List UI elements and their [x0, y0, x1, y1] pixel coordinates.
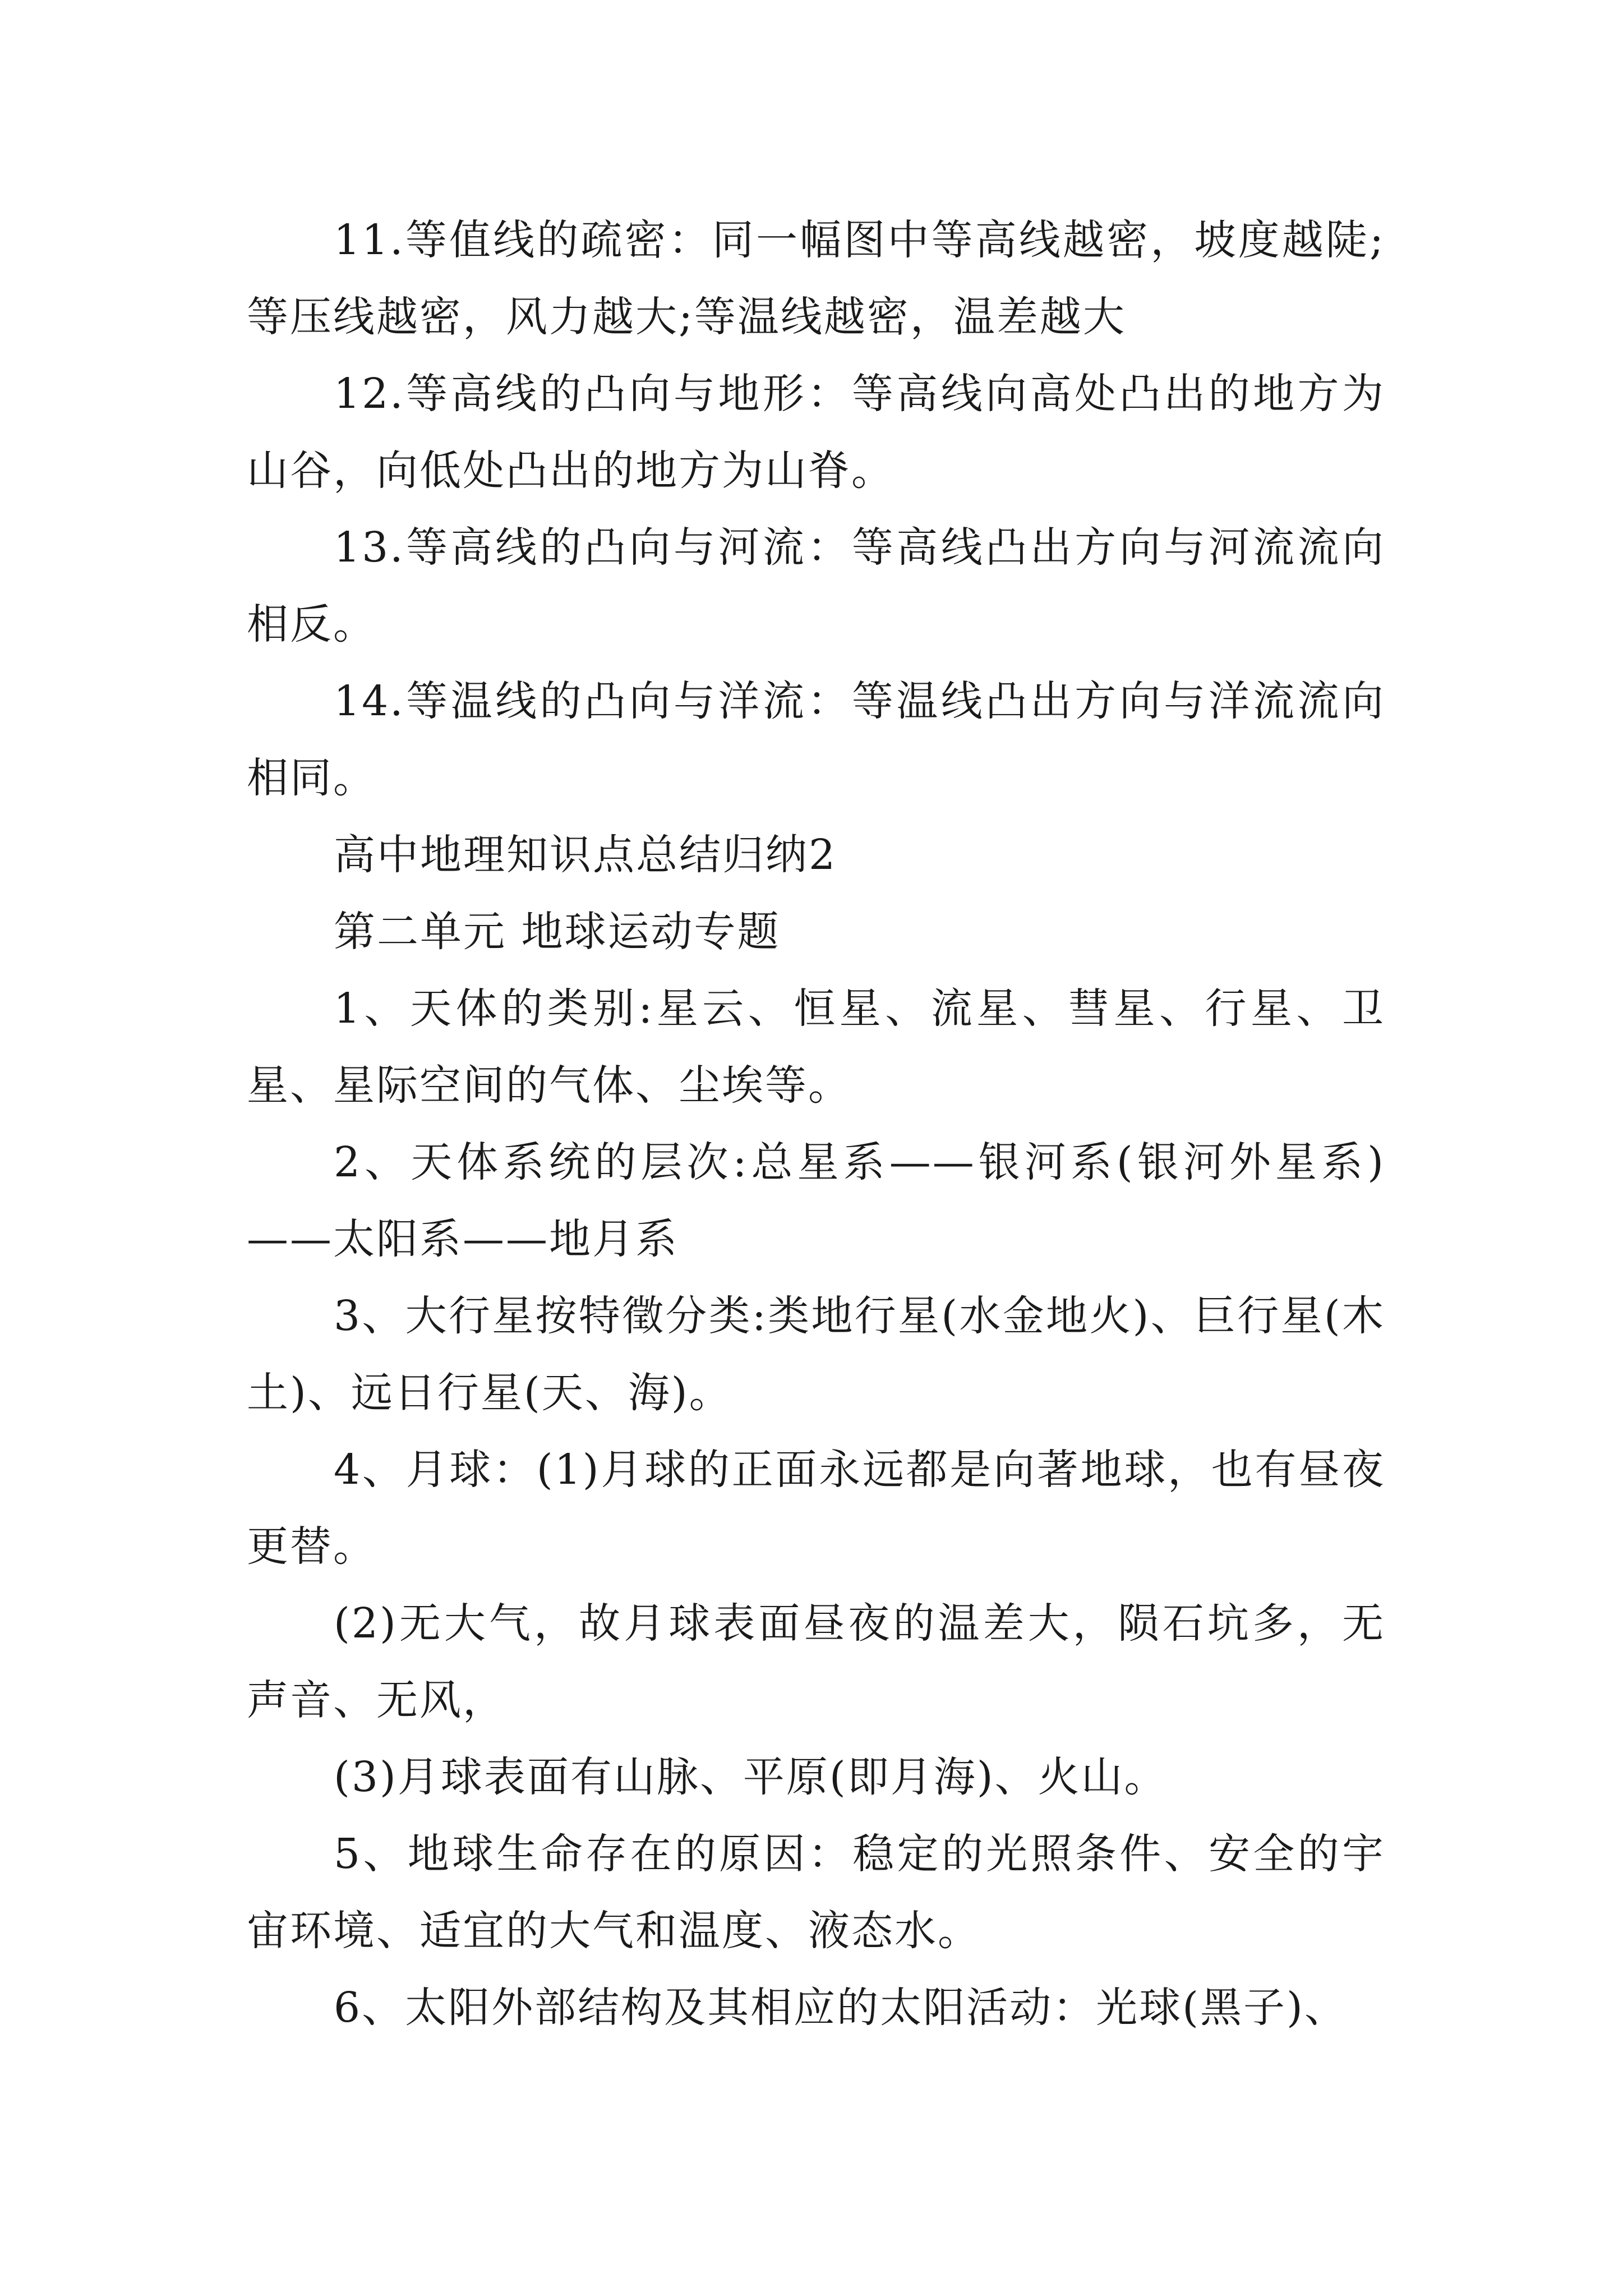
paragraph-2-celestial-systems: 2、天体系统的层次:总星系——银河系(银河外星系)——太阳系——地月系	[247, 1138, 1385, 1263]
paragraph-4-moon-sub-3: (3)月球表面有山脉、平原(即月海)、火山。	[334, 1753, 1168, 1801]
paragraph-12-contour-terrain: 12.等高线的凸向与地形：等高线向高处凸出的地方为山谷，向低处凸出的地方为山脊。	[247, 370, 1385, 495]
section-title: 高中地理知识点总结归纳2	[334, 831, 837, 879]
paragraph-1-celestial-types: 1、天体的类别:星云、恒星、流星、彗星、行星、卫星、星际空间的气体、尘埃等。	[247, 984, 1385, 1110]
paragraph-6-sun-structure: 6、太阳外部结构及其相应的太阳活动：光球(黑子)、	[334, 1984, 1348, 2032]
paragraph-3-planet-classes: 3、大行星按特徵分类:类地行星(水金地火)、巨行星(木土)、远日行星(天、海)。	[247, 1292, 1385, 1417]
document-body	[247, 202, 1385, 2046]
paragraph-4-moon: 4、月球：(1)月球的正面永远都是向著地球，也有昼夜更替。	[247, 1446, 1385, 1571]
paragraph-13-contour-river: 13.等高线的凸向与河流：等高线凸出方向与河流流向相反。	[247, 523, 1385, 648]
unit-title: 第二单元 地球运动专题	[334, 908, 781, 956]
paragraph-4-moon-sub-2: (2)无大气，故月球表面昼夜的温差大，陨石坑多，无声音、无风，	[247, 1599, 1385, 1724]
paragraph-5-life-conditions: 5、地球生命存在的原因：稳定的光照条件、安全的宇宙环境、适宜的大气和温度、液态水。	[247, 1830, 1385, 1955]
paragraph-11-contour-density: 11.等值线的疏密：同一幅图中等高线越密，坡度越陡;等压线越密，风力越大;等温线越密，温差越大	[247, 216, 1385, 341]
paragraph-14-isotherm-current: 14.等温线的凸向与洋流：等温线凸出方向与洋流流向相同。	[247, 677, 1385, 802]
